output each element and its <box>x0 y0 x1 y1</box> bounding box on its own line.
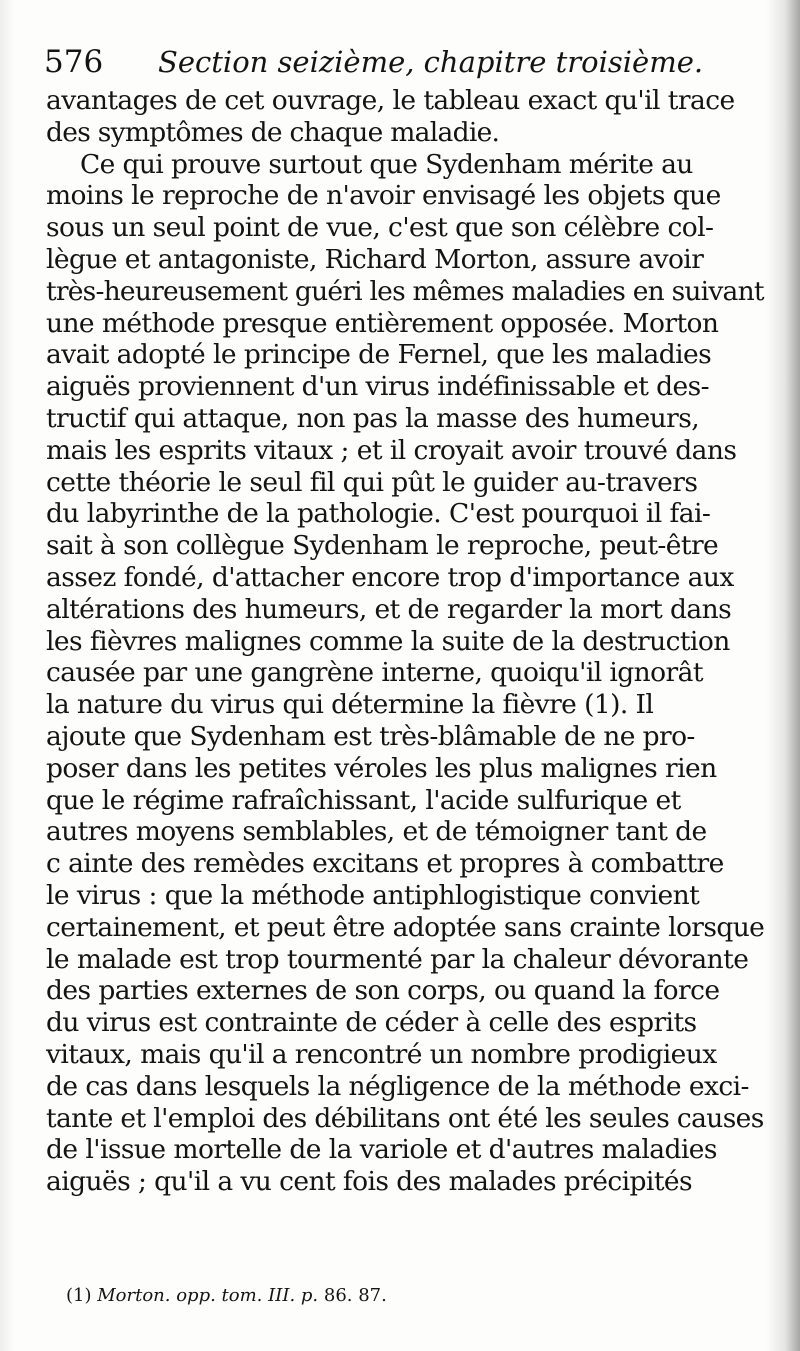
body-text <box>46 85 776 1198</box>
text-line: le virus : que la méthode antiphlogistique convient <box>46 879 700 911</box>
text-line: moins le reproche de n'avoir envisagé les objets que <box>46 180 721 212</box>
text-line: ajoute que Sydenham est très-blâmable de ne pro- <box>46 720 695 752</box>
footnote-pages: 86. 87. <box>323 1285 387 1306</box>
text-line: tructif qui attaque, non pas la masse des humeurs, <box>46 402 700 434</box>
text-line: c ainte des remèdes excitans et propres à combattre <box>46 848 724 880</box>
text-line: certainement, et peut être adoptée sans crainte lorsque <box>46 911 765 943</box>
page-number: 576 <box>44 44 104 80</box>
gutter-shadow <box>0 0 14 1351</box>
text-line: mais les esprits vitaux ; et il croyait avoir trouvé dans <box>46 434 737 466</box>
text-line: les fièvres malignes comme la suite de la destruction <box>46 625 730 657</box>
text-line: lègue et antagoniste, Richard Morton, assure avoir <box>46 243 704 275</box>
text-line: de l'issue mortelle de la variole et d'autres maladies <box>46 1134 717 1166</box>
running-header <box>44 40 764 84</box>
text-line: très-heureusement guéri les mêmes maladies en suivant <box>46 275 764 307</box>
text-line: avait adopté le principe de Fernel, que les maladies <box>46 339 712 371</box>
text-line: sait à son collègue Sydenham le reproche, peut-être <box>46 530 719 562</box>
text-line: aiguës proviennent d'un virus indéfinissable et des- <box>46 371 710 403</box>
text-line: tante et l'emploi des débilitans ont été les seules causes <box>46 1102 764 1134</box>
paragraph-start-line: Ce qui prouve surtout que Sydenham mérite au <box>80 148 693 180</box>
text-line: de cas dans lesquels la négligence de la méthode exci- <box>46 1070 749 1102</box>
text-line: que le régime rafraîchissant, l'acide sulfurique et <box>46 784 681 816</box>
text-line: sous un seul point de vue, c'est que son célèbre col- <box>46 212 714 244</box>
text-line: assez fondé, d'attacher encore trop d'importance aux <box>46 561 734 593</box>
text-line: poser dans les petites véroles les plus malignes rien <box>46 752 717 784</box>
footnote-source: Morton. opp. tom. III. p. <box>97 1285 319 1306</box>
text-line: du labyrinthe de la pathologie. C'est pourquoi il fai- <box>46 498 711 530</box>
text-line: avantages de cet ouvrage, le tableau exact qu'il trace <box>46 85 735 116</box>
text-line: le malade est trop tourmenté par la chaleur dévorante <box>46 943 749 975</box>
text-line: cette théorie le seul fil qui pût le guider au-travers <box>46 466 698 498</box>
text-line: des parties externes de son corps, ou quand la force <box>46 975 720 1007</box>
footnote <box>66 1284 387 1308</box>
text-line: autres moyens semblables, et de témoigner tant de <box>46 816 707 848</box>
text-line: vitaux, mais qu'il a rencontré un nombre prodigieux <box>46 1038 717 1070</box>
text-line: la nature du virus qui détermine la fièvre (1). Il <box>46 689 654 721</box>
text-line: du virus est contrainte de céder à celle des esprits <box>46 1007 697 1039</box>
text-line: aiguës ; qu'il a vu cent fois des malades précipités <box>46 1166 693 1198</box>
text-line: causée par une gangrène interne, quoiqu'il ignorât <box>46 657 703 689</box>
text-line: des symptômes de chaque maladie. <box>46 116 500 148</box>
text-line: une méthode presque entièrement opposée. Morton <box>46 307 719 339</box>
running-title: Section seizième, chapitre troisième. <box>158 45 704 79</box>
footnote-marker: (1) <box>66 1285 92 1306</box>
text-line: altérations des humeurs, et de regarder la mort dans <box>46 593 732 625</box>
